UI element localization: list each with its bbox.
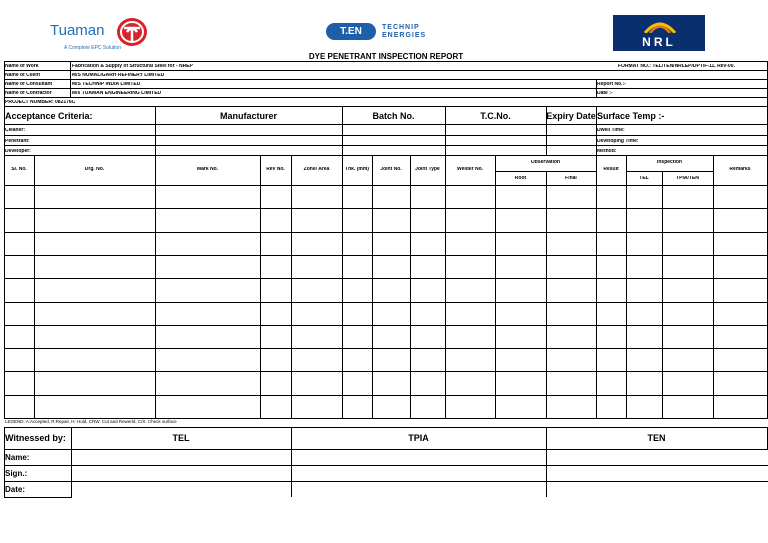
table-column-line	[445, 155, 446, 418]
table-column-line	[155, 155, 156, 418]
name-of-work-value: Fabrication & Supply of Structural Steel for - NREP	[72, 64, 193, 69]
col-final: Final	[565, 176, 577, 181]
table-row-line	[4, 371, 768, 372]
batch-no-label: Batch No.	[372, 111, 415, 121]
witness-tpia-label: TPIA	[408, 433, 429, 443]
col-rev-no: Rev No.	[266, 167, 285, 172]
col-result: Result	[603, 167, 619, 172]
col-joint-type: Joint Type	[415, 167, 440, 172]
col-observation: Observation	[530, 160, 561, 165]
method-label: Method:	[597, 149, 617, 154]
col-mark-no: Mark No.	[196, 167, 219, 172]
table-row-line	[4, 395, 768, 396]
col-welder-no: Welder No.	[456, 167, 484, 172]
table-column-line	[260, 155, 261, 418]
col-remarks: Remarks	[729, 167, 751, 172]
surface-temp-label: Surface Temp :-	[597, 111, 665, 121]
format-number: FORMAT NO.: TEL/TEN/NRLEP/DPT/F-11, Rev-00.	[618, 64, 735, 69]
table-column-line	[495, 155, 496, 418]
legend: LEGEND: A:Accepted, R:Repair, H: Hold, CRW: Cut and Rewerld, C/S: Check surface	[5, 419, 177, 424]
table-row-line	[4, 255, 768, 256]
col-sl-no: Sl. No.	[11, 167, 27, 172]
tc-no-label: T.C.No.	[480, 111, 511, 121]
table-column-line	[596, 155, 597, 418]
table-row-line	[4, 325, 768, 326]
col-tpia-ten: TPIA/TEN	[676, 176, 699, 181]
nrl-logo	[613, 15, 705, 51]
project-number: PROJECT NUMBER: 082176C	[5, 100, 76, 105]
table-row-line	[4, 348, 768, 349]
acceptance-criteria-label: Acceptance Criteria:	[5, 111, 93, 121]
report-no-field[interactable]: Report No.:-	[597, 82, 626, 87]
name-of-consultant-label: Name of Consultant	[5, 82, 53, 87]
nrl-text: NRL	[642, 35, 676, 49]
witness-tel-label: TEL	[172, 433, 190, 443]
col-drg-no: Drg. No.	[84, 167, 105, 172]
col-joint-no: Joint No.	[380, 167, 402, 172]
date-field[interactable]: Date :-	[597, 91, 613, 96]
developing-time-label: Developing Time:	[597, 139, 639, 144]
witness-name-label: Name:	[5, 453, 30, 462]
name-of-client-value: M/S NUMALIGARH REFINERY LIMITED	[72, 73, 165, 78]
report-title: DYE PENETRANT INSPECTION REPORT	[308, 52, 464, 61]
table-column-line	[34, 155, 35, 418]
witness-date-label: Date:	[5, 485, 26, 494]
witnessed-by-label: Witnessed by:	[5, 433, 66, 443]
expiry-date-label: Expiry Date	[546, 111, 596, 121]
tuaman-emblem-icon	[116, 17, 148, 47]
name-of-client-label: Name of Client	[5, 73, 41, 78]
table-column-line	[4, 155, 5, 418]
tuaman-logo	[44, 16, 160, 52]
col-tel: TEL	[639, 176, 649, 181]
table-column-line	[626, 155, 627, 418]
witness-ten-label: TEN	[647, 433, 666, 443]
witness-sign-label: Sign.:	[5, 469, 28, 478]
nrl-flame-icon	[643, 17, 677, 33]
col-zone-area: Zone/ Area	[303, 167, 330, 172]
name-of-contractor-value: M/s TUAMAN ENGINEERING LIMITED	[72, 91, 162, 96]
tuaman-tagline: A Complete EPC Solution	[64, 45, 121, 51]
technip-text: TECHNIP	[382, 24, 420, 31]
table-row-line	[4, 278, 768, 279]
developer-label: Developer:	[5, 149, 31, 154]
name-of-consultant-value: M/S TECHNIP INDIA LIMITED	[72, 82, 141, 87]
table-column-line	[410, 155, 411, 418]
ten-mark: T.EN	[326, 23, 376, 40]
col-inspection: Inspection	[656, 160, 682, 165]
dwell-time-label: Dwell Time:	[597, 128, 625, 133]
technip-energies-logo	[320, 19, 440, 45]
manufacturer-label: Manufacturer	[219, 111, 277, 121]
tuaman-logo-text: Tuaman	[50, 22, 105, 39]
cleaner-label: Cleaner:	[5, 128, 26, 133]
name-of-contractor-label: Name of Contractor	[5, 91, 52, 96]
col-root: Root	[514, 176, 527, 181]
col-thk: Thk. (mm)	[345, 167, 369, 172]
table-row-line	[4, 208, 768, 209]
table-column-line	[291, 155, 292, 418]
table-column-line	[713, 155, 714, 418]
table-column-line	[342, 155, 343, 418]
table-row-line	[4, 302, 768, 303]
energies-text: ENERGIES	[382, 32, 427, 39]
table-column-line	[372, 155, 373, 418]
name-of-work-label: Name of Work	[5, 64, 39, 69]
table-row-line	[4, 232, 768, 233]
penetrant-label: Penetrant:	[5, 139, 30, 144]
